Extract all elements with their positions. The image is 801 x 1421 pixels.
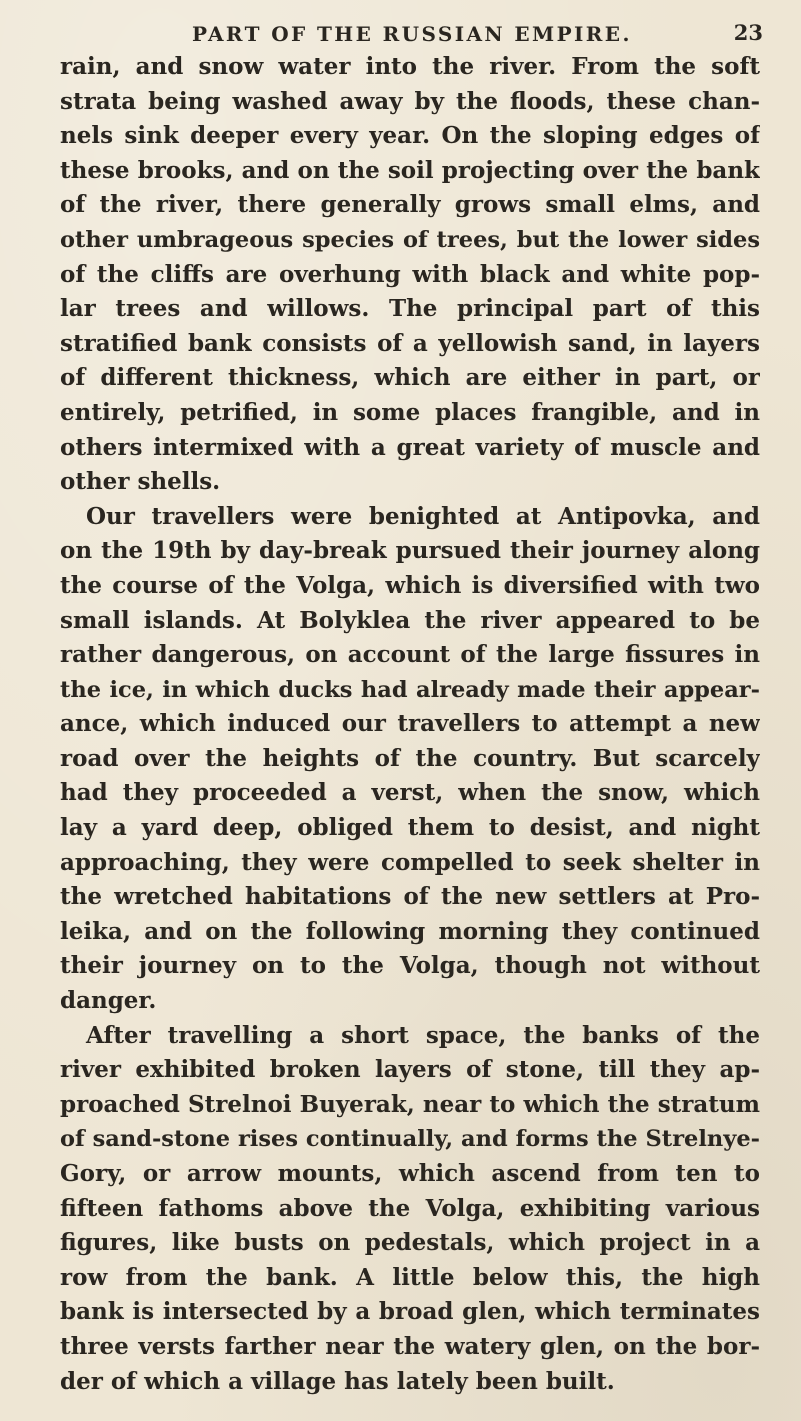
text-line: nels sink deeper every year. On the sloping edges of	[60, 122, 760, 150]
text-line: approaching, they were compelled to seek shelter in	[60, 848, 760, 876]
text-line: bank is intersected by a broad glen, which terminates	[60, 1298, 760, 1326]
text-line: their journey on to the Volga, though not without	[60, 952, 760, 980]
text-line: of the river, there generally grows small elms, and	[60, 191, 760, 219]
page-number: 23	[733, 20, 763, 45]
text-line: river exhibited broken layers of stone, till they ap-	[60, 1056, 760, 1084]
text-line: stratified bank consists of a yellowish sand, in layers	[60, 329, 760, 357]
text-line: small islands. At Bolyklea the river appeared to be	[60, 606, 760, 634]
text-line: strata being washed away by the floods, these chan-	[60, 87, 760, 115]
text-line: on the 19th by day-break pursued their journey along	[60, 537, 760, 565]
text-line: three versts farther near the watery glen, on the bor-	[60, 1332, 760, 1360]
text-line: Gory, or arrow mounts, which ascend from ten to	[60, 1160, 760, 1187]
running-head: PART OF THE RUSSIAN EMPIRE.	[192, 22, 632, 46]
text-line: lay a yard deep, obliged them to desist, and night	[60, 814, 760, 842]
text-line: ance, which induced our travellers to attempt a new	[60, 710, 760, 738]
text-line: figures, like busts on pedestals, which project in a	[60, 1229, 760, 1257]
text-line: lar trees and willows. The principal part of this	[60, 295, 760, 323]
text-line: others intermixed with a great variety of muscle and	[60, 433, 760, 461]
text-line: of the cliffs are overhung with black and white pop-	[60, 260, 760, 288]
text-line: rain, and snow water into the river. From the soft	[60, 53, 760, 80]
text-line: the wretched habitations of the new settlers at Pro-	[60, 883, 760, 911]
text-line: leika, and on the following morning they continued	[60, 917, 760, 945]
text-line: of sand-stone rises continually, and forms the Strelnye-	[60, 1126, 760, 1153]
text-line: fifteen fathoms above the Volga, exhibiting various	[60, 1194, 760, 1222]
text-line: rather dangerous, on account of the large fissures in	[60, 641, 760, 669]
text-line: the ice, in which ducks had already made their appear-	[60, 676, 760, 703]
paragraph-end-line: danger.	[60, 987, 157, 1015]
text-line: row from the bank. A little below this, the high	[60, 1263, 760, 1291]
text-line: these brooks, and on the soil projecting over the bank	[60, 156, 760, 184]
text-line: had they proceeded a verst, when the snow, which	[60, 779, 760, 807]
paragraph-end-line: other shells.	[60, 468, 221, 496]
text-line: of different thickness, which are either in part, or	[60, 364, 760, 392]
paragraph-start-line: After travelling a short space, the banks of the	[86, 1021, 760, 1049]
text-line: the course of the Volga, which is diversified with two	[60, 571, 760, 599]
paragraph-start-line: Our travellers were benighted at Antipovka, and	[86, 502, 760, 530]
body-text	[60, 50, 760, 1399]
text-line: entirely, petrified, in some places frangible, and in	[60, 398, 760, 426]
text-line: other umbrageous species of trees, but the lower sides	[60, 226, 760, 253]
text-line: road over the heights of the country. But scarcely	[60, 744, 760, 772]
paragraph-end-line: der of which a village has lately been built.	[60, 1367, 615, 1395]
text-line: proached Strelnoi Buyerak, near to which the stratum	[60, 1090, 760, 1118]
